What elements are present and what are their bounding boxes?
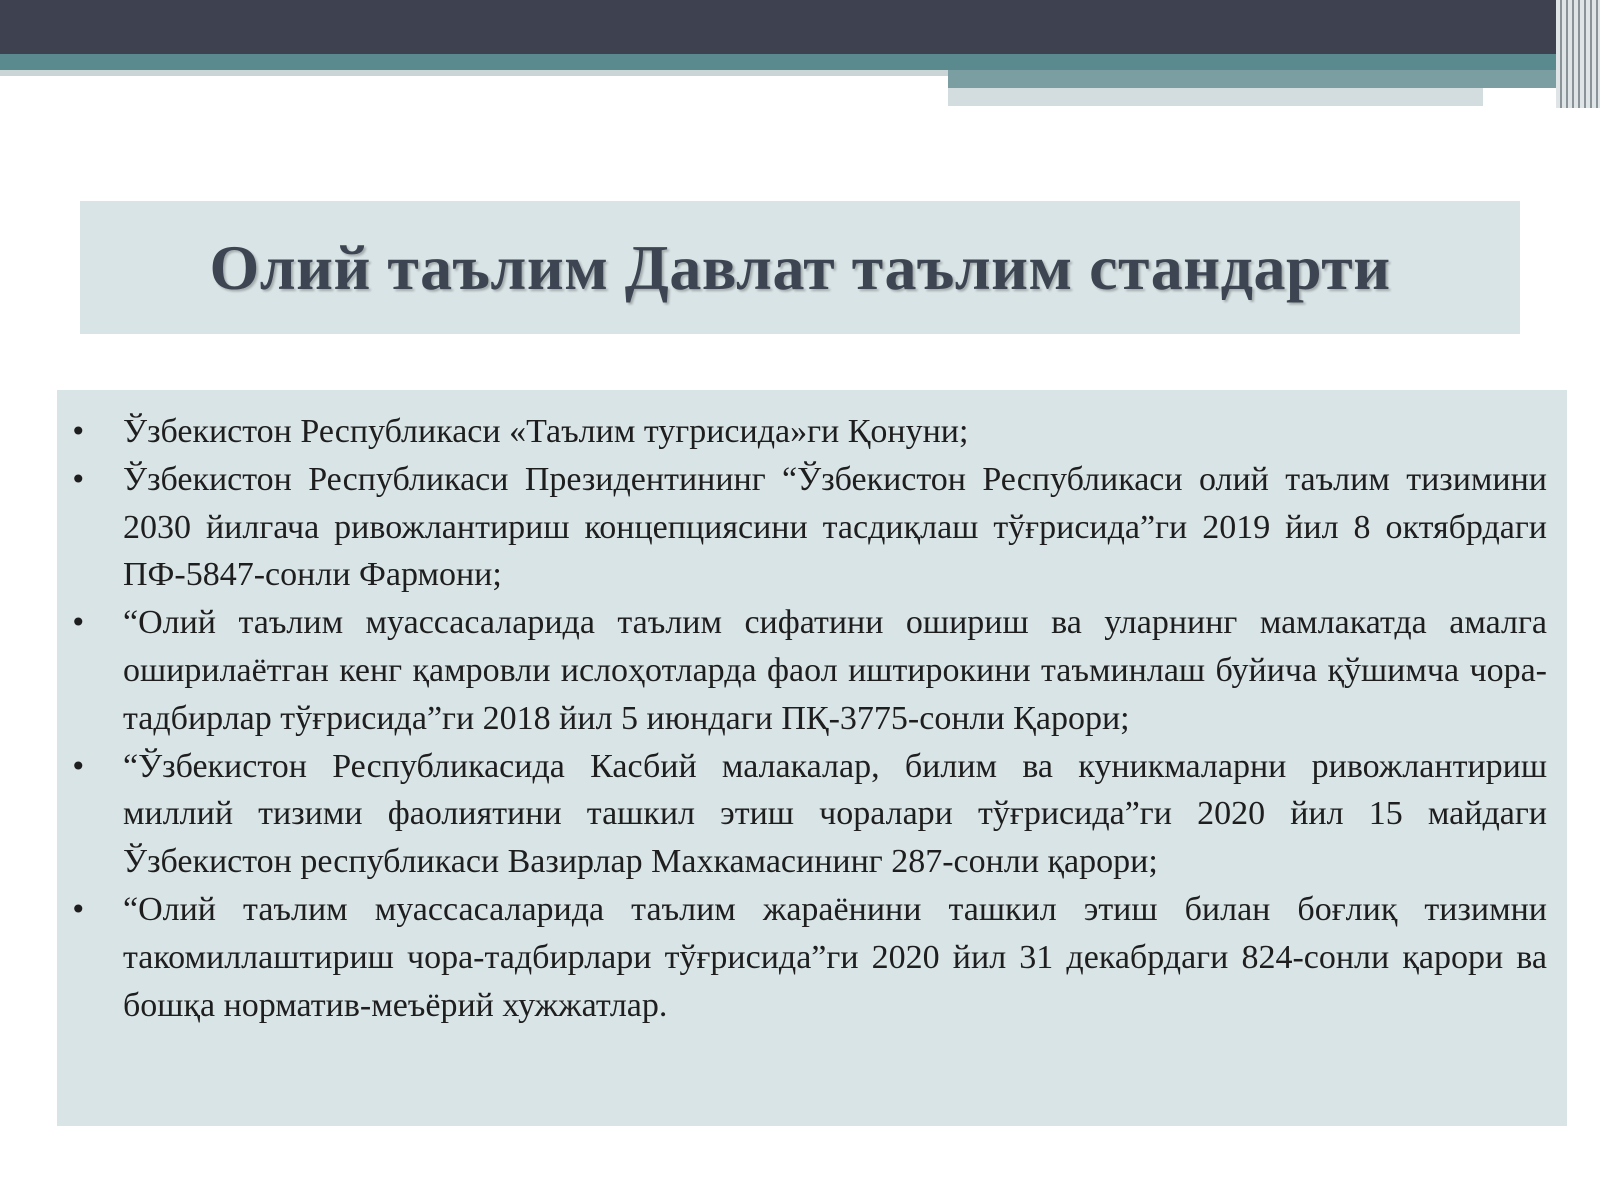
list-item (57, 886, 1547, 1029)
bullet-icon: • (70, 606, 87, 640)
bullet-icon: • (70, 749, 87, 783)
header-teal-band (0, 54, 1600, 70)
list-item-text: “Олий таълим муассасаларида таълим жараёнини ташкил этиш билан боғлиқ тизимни такомиллаштириш чора-тадбирлари тўғрисида”ги 2020 йил 31 декабрдаги 824-сонли қарори ва бошқа норматив-меъёрий хужжатлар. (123, 890, 1547, 1024)
list-item (57, 408, 1547, 456)
header-corner-stripes (1556, 0, 1600, 108)
content-panel (57, 390, 1567, 1126)
list-item-text: Ўзбекистон Республикаси Президентининг “Ўзбекистон Республикаси олий таълим тизимини 2030 йилгача ривожлантириш концепциясини тасдиқлаш тўғрисида”ги 2019 йил 8 октябрдаги ПФ-5847-сонли Фармони; (123, 460, 1547, 594)
bullet-list (57, 390, 1567, 1029)
list-item-text: “Ўзбекистон Республикасида Касбий малакалар, билим ва куникмаларни ривожлантириш миллий тизими фаолиятини ташкил этиш чоралари тўғрисида”ги 2020 йил 15 майдаги Ўзбекистон республикаси Вазирлар Махкамасининг 287-сонли қарори; (123, 747, 1547, 881)
header-teal-band-right (948, 70, 1600, 88)
bullet-icon: • (70, 415, 87, 448)
list-item (57, 599, 1547, 742)
bullet-icon: • (70, 462, 87, 496)
list-item-text: Ўзбекистон Республикаси «Таълим тугрисида»ги Қонуни; (123, 413, 969, 450)
list-item (57, 743, 1547, 886)
bullet-icon: • (70, 892, 87, 926)
header-light-strip-left (0, 70, 948, 76)
slide-title: Олий таълим Давлат таълим стандарти (209, 231, 1391, 303)
list-item-text: “Олий таълим муассасаларида таълим сифатини ошириш ва уларнинг мамлакатда амалга оширилаётган кенг қамровли ислоҳотларда фаол иштирокини таъминлаш буйича қўшимча чора-тадбирлар тўғрисида”ги 2018 йил 5 июндаги ПҚ-3775-сонли Қарори; (123, 604, 1547, 737)
title-panel (80, 201, 1520, 334)
header-dark-bar (0, 0, 1600, 54)
list-item (57, 456, 1547, 599)
header-light-strip-right (948, 88, 1483, 106)
